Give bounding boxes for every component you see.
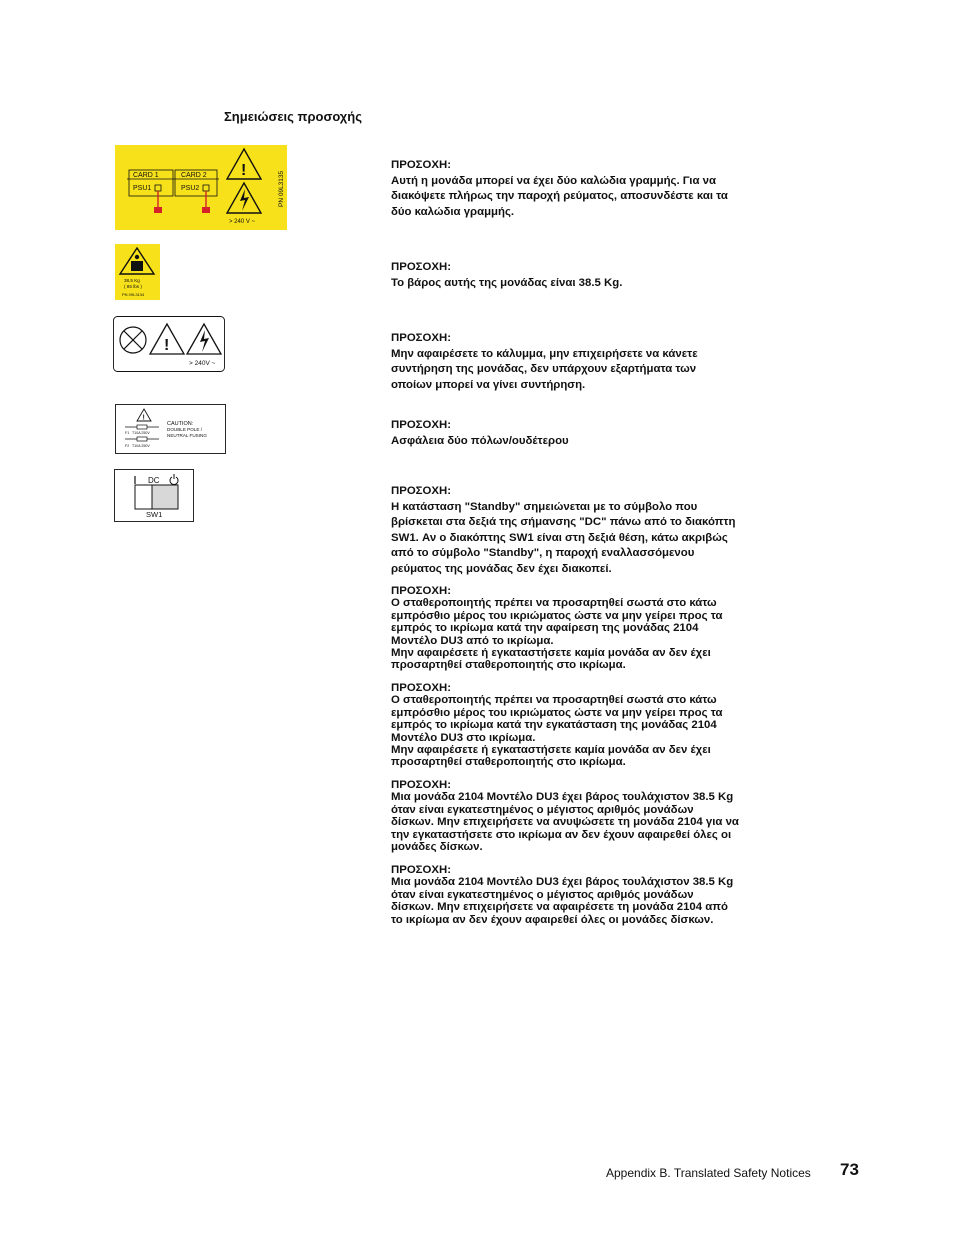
fuse-rating1-text: T10A 250V xyxy=(132,431,150,435)
svg-text:!: ! xyxy=(142,414,145,422)
notice-lift-removal xyxy=(391,864,781,926)
notice-label: ΠΡΟΣΟΧΗ: xyxy=(391,585,451,597)
notice-dual-power-cord xyxy=(391,158,781,220)
notice-line: Μια μονάδα 2104 Μοντέλο DU3 έχει βάρος τουλάχιστον 38.5 Kg xyxy=(391,876,734,889)
standby-switch-label-graphic xyxy=(114,469,194,522)
svg-text:!: ! xyxy=(241,162,247,179)
notice-line: Μοντέλο DU3 από το ικρίωμα. xyxy=(391,634,554,647)
notice-label: ΠΡΟΣΟΧΗ: xyxy=(391,682,451,694)
standby-switch-label xyxy=(114,469,194,522)
notice-line: Μοντέλο DU3 στο ικρίωμα. xyxy=(391,731,536,744)
rocker-switch-icon xyxy=(135,485,178,509)
weight-label-graphic xyxy=(115,244,160,300)
page-heading: Σημειώσεις προσοχής xyxy=(224,109,362,124)
notice-line: δίσκων. Μην επιχειρήσετε να ανυψώσετε τη μονάδα 2104 για να xyxy=(391,816,739,829)
switch-dc-text: DC xyxy=(148,476,160,485)
fuse-f1-text: F1 xyxy=(125,431,130,435)
notice-line: την εγκαταστήσετε στο ικρίωμα αν δεν έχουν αφαιρεθεί όλες οι xyxy=(391,828,732,841)
notice-label: ΠΡΟΣΟΧΗ: xyxy=(391,779,451,791)
notice-line: εμπρόσθιο μέρος του ικριώματος ώστε να μην γείρει προς τα xyxy=(391,609,723,622)
notice-line: το ικρίωμα αν δεν έχουν αφαιρεθεί όλες οι μονάδες δίσκων. xyxy=(391,913,714,926)
psu2-text: PSU2 xyxy=(181,185,200,192)
notice-line: προσαρτηθεί σταθεροποιητής στο ικρίωμα. xyxy=(391,659,626,672)
psu1-text: PSU1 xyxy=(133,185,152,192)
notice-line: SW1. Αν ο διακόπτης SW1 είναι στη δεξιά θέση, κάτω ακριβώς xyxy=(391,531,728,544)
notice-lift-install xyxy=(391,779,781,853)
notice-line: οποίων μπορεί να γίνει συντήρηση. xyxy=(391,378,586,391)
notice-weight xyxy=(391,260,781,291)
notice-label: ΠΡΟΣΟΧΗ: xyxy=(391,419,451,431)
fuse-f2-text: F2 xyxy=(125,444,130,448)
fusing-label-graphic xyxy=(115,404,226,454)
card2-text: CARD 2 xyxy=(181,172,207,179)
weight-label xyxy=(115,244,160,300)
psu-pn-text: PN 09L3135 xyxy=(278,170,285,207)
notice-line: όταν είναι εγκατεστημένος ο μέγιστος αριθμός μονάδων xyxy=(391,888,694,901)
notice-line: συντήρηση της μονάδας, δεν υπάρχουν εξαρτήματα των xyxy=(391,363,697,376)
notice-line: εμπρόσθιο μέρος του ικριώματος ώστε να μην γείρει προς τα xyxy=(391,706,723,719)
notice-label: ΠΡΟΣΟΧΗ: xyxy=(391,864,451,876)
notice-line: Μια μονάδα 2104 Μοντέλο DU3 έχει βάρος τουλάχιστον 38.5 Kg xyxy=(391,791,734,804)
notice-stabilizer-install xyxy=(391,682,781,769)
dual-power-cord-label-graphic xyxy=(115,145,287,230)
psu-voltage-text: > 240 V ~ xyxy=(229,219,256,225)
notice-line: Ο σταθεροποιητής πρέπει να προσαρτηθεί σωστά στο κάτω xyxy=(391,694,717,707)
dual-power-cord-label xyxy=(115,145,287,230)
notice-label: ΠΡΟΣΟΧΗ: xyxy=(391,159,451,171)
notice-line: βρίσκεται στα δεξιά της σήμανσης "DC" πάνω από το διακόπτη xyxy=(391,516,736,529)
notice-line: όταν είναι εγκατεστημένος ο μέγιστος αριθμός μονάδων xyxy=(391,803,694,816)
notice-stabilizer-removal xyxy=(391,585,781,672)
notice-line: Ασφάλεια δύο πόλων/ουδέτερου xyxy=(391,434,569,447)
fusing-line2-text: NEUTRAL FUSING xyxy=(167,433,207,438)
notice-label: ΠΡΟΣΟΧΗ: xyxy=(391,485,451,497)
notice-standby xyxy=(391,484,781,578)
no-service-label xyxy=(113,316,225,372)
notice-line: προσαρτηθεί σταθεροποιητής στο ικρίωμα. xyxy=(391,756,626,769)
card1-text: CARD 1 xyxy=(133,172,159,179)
notice-line: Το βάρος αυτής της μονάδας είναι 38.5 Kg. xyxy=(391,276,623,289)
weight-pn-text: PN 09L3134 xyxy=(122,292,145,297)
notice-no-service xyxy=(391,331,781,393)
notice-line: δίσκων. Μην επιχειρήσετε να αφαιρέσετε τη μονάδα 2104 από xyxy=(391,901,728,914)
notice-label: ΠΡΟΣΟΧΗ: xyxy=(391,261,451,273)
cover-voltage-text: > 240V ~ xyxy=(189,360,216,367)
page-number: 73 xyxy=(840,1160,859,1179)
notice-line: εμπρός το ικρίωμα κατά την αφαίρεση της μονάδας 2104 xyxy=(391,622,699,635)
fusing-caution-text: CAUTION: xyxy=(167,421,194,427)
notice-line: εμπρός το ικρίωμα κατά την εγκατάσταση της μονάδας 2104 xyxy=(391,719,717,732)
no-service-label-graphic xyxy=(113,316,225,372)
switch-sw1-text: SW1 xyxy=(146,510,163,519)
svg-text:!: ! xyxy=(164,337,170,354)
notice-line: διακόψετε πλήρως την παροχή ρεύματος, αποσυνδέστε και τα xyxy=(391,190,728,203)
notice-line: Μην αφαιρέσετε ή εγκαταστήσετε καμία μονάδα αν δεν έχει xyxy=(391,647,711,660)
notice-label: ΠΡΟΣΟΧΗ: xyxy=(391,332,451,344)
notice-line: Μην αφαιρέσετε ή εγκαταστήσετε καμία μονάδα αν δεν έχει xyxy=(391,744,711,757)
notice-line: Ο σταθεροποιητής πρέπει να προσαρτηθεί σωστά στο κάτω xyxy=(391,597,717,610)
notice-line: μονάδες δίσκων. xyxy=(391,841,483,854)
footer-section-title: Appendix B. Translated Safety Notices xyxy=(606,1166,811,1180)
fusing-label xyxy=(115,404,226,454)
notice-fusing xyxy=(391,418,781,449)
weight-lbs-text: ( 85 lbs ) xyxy=(124,284,142,289)
notice-line: Μην αφαιρέσετε το κάλυμμα, μην επιχειρήσετε να κάνετε xyxy=(391,347,698,360)
notice-line: ρεύματος της μονάδας δεν έχει διακοπεί. xyxy=(391,562,612,575)
notice-line: από το σύμβολο "Standby", η παροχή εναλλασσόμενου xyxy=(391,547,695,560)
notice-line: δύο καλώδια γραμμής. xyxy=(391,205,515,218)
fuse-rating2-text: T10A 250V xyxy=(132,444,150,448)
fusing-line1-text: DOUBLE POLE / xyxy=(167,427,202,432)
notice-line: Αυτή η μονάδα μπορεί να έχει δύο καλώδια γραμμής. Για να xyxy=(391,174,716,187)
weight-kg-text: 38,5 Kg xyxy=(124,278,140,283)
notice-line: Η κατάσταση "Standby" σημειώνεται με το σύμβολο που xyxy=(391,500,698,513)
